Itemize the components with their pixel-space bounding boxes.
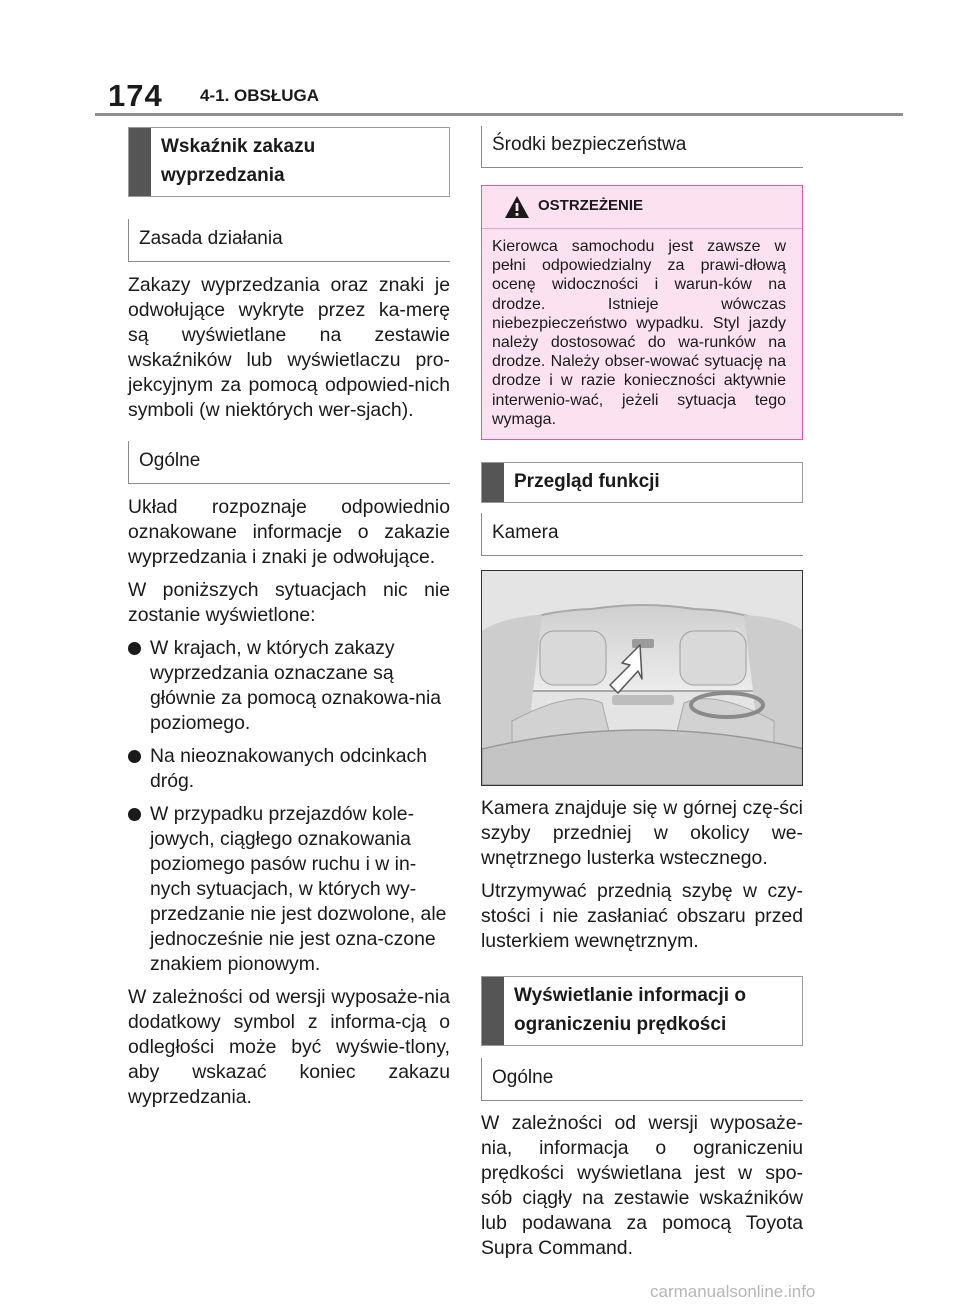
paragraph-system: Układ rozpoznaje odpowiednio oznakowane informacje o zakazie wyprzedzania i znaki je odwołujące. xyxy=(128,496,450,568)
warning-box xyxy=(481,185,803,440)
list-item xyxy=(128,744,450,794)
bullet-icon xyxy=(128,808,141,821)
watermark: carmanualsonline.info xyxy=(650,1282,816,1301)
bullet-icon xyxy=(128,750,141,763)
bullet-list xyxy=(128,636,450,977)
warning-text: Kierowca samochodu jest zawsze w pełni odpowiedzialny za prawi-dłową ocenę widoczności i warun-ków na drodze. Istnieje wówczas niebezpieczeństwo wypadku. Styl jazdy należy dostosować do wa-runków na drodze. Należy obser-wować sytuację na drodze i w razie konieczności aktywnie interwenio-wać, jeżeli sytuacja tego wymaga. xyxy=(492,238,786,428)
paragraph-camera-location: Kamera znajduje się w górnej czę-ści szyby przedniej w okolicy we-wnętrznego lusterka wstecznego. xyxy=(481,797,803,870)
list-item xyxy=(128,802,450,977)
subheading-general: Ogólne xyxy=(481,1058,803,1101)
section-overtaking-indicator xyxy=(128,127,450,197)
subheading-general: Ogólne xyxy=(128,441,450,484)
right-column xyxy=(481,126,803,1261)
section-title: Przegląd funkcji xyxy=(514,471,660,493)
left-column xyxy=(128,126,450,1110)
chapter-title: 4-1. OBSŁUGA xyxy=(200,86,320,105)
section-bar xyxy=(482,977,504,1045)
paragraph-distance-symbol: W zależności od wersji wyposaże-nia dodatkowy symbol z informa-cją o odległości może być wyświe-tlony, aby wskazać koniec zakazu wyprzedzania. xyxy=(128,986,450,1108)
warning-header xyxy=(482,186,802,229)
car-interior-illustration xyxy=(482,571,803,785)
subheading-camera: Kamera xyxy=(481,513,803,556)
paragraph-keep-clean: Utrzymywać przednią szybę w czy-stości i nie zasłaniać obszaru przed lusterkiem wewnętrznym. xyxy=(481,880,803,953)
list-item-text: W przypadku przejazdów kole-jowych, ciągłego oznakowania poziomego pasów ruchu i w in-nych sytuacjach, w których wy-przedzanie nie jest dozwolone, ale jednocześnie nie jest ozna-czone znakiem pionowym. xyxy=(150,803,447,975)
warning-triangle-icon xyxy=(504,195,530,224)
paragraph-situations: W poniższych sytuacjach nic nie zostanie wyświetlone: xyxy=(128,579,450,626)
section-function-overview xyxy=(481,462,803,503)
bullet-icon xyxy=(128,642,141,655)
paragraph-speed-limit: W zależności od wersji wyposaże-nia, informacja o ograniczeniu prędkości wyświetlana jest w spo-sób ciągły na zestawie wskaźników lub podawana za pomocą Toyota Supra Command. xyxy=(481,1112,803,1260)
subheading-safety: Środki bezpieczeństwa xyxy=(481,126,803,168)
camera-location-image xyxy=(481,570,803,786)
section-title: Wyświetlanie informacji o ograniczeniu prędkości xyxy=(514,985,746,1036)
header-rule xyxy=(95,113,903,116)
section-speed-limit-info xyxy=(481,976,803,1046)
section-title: Wskaźnik zakazu wyprzedzania xyxy=(161,136,316,186)
page-number: 174 xyxy=(108,78,163,113)
warning-title: OSTRZEŻENIE xyxy=(538,197,644,214)
section-bar xyxy=(129,128,151,196)
list-item-text: Na nieoznakowanych odcinkach dróg. xyxy=(150,745,428,792)
list-item xyxy=(128,636,450,736)
subheading-principle: Zasada działania xyxy=(128,219,450,262)
paragraph-principle: Zakazy wyprzedzania oraz znaki je odwołujące wykryte przez ka-merę są wyświetlane na zestawie wskaźników lub wyświetlaczu pro-jekcyjnym za pomocą odpowied-nich symboli (w niektórych wer-sjach). xyxy=(128,274,450,421)
list-item-text: W krajach, w których zakazy wyprzedzania oznaczane są głównie za pomocą oznakowa-nia poziomego. xyxy=(150,637,442,734)
section-bar xyxy=(482,463,504,502)
